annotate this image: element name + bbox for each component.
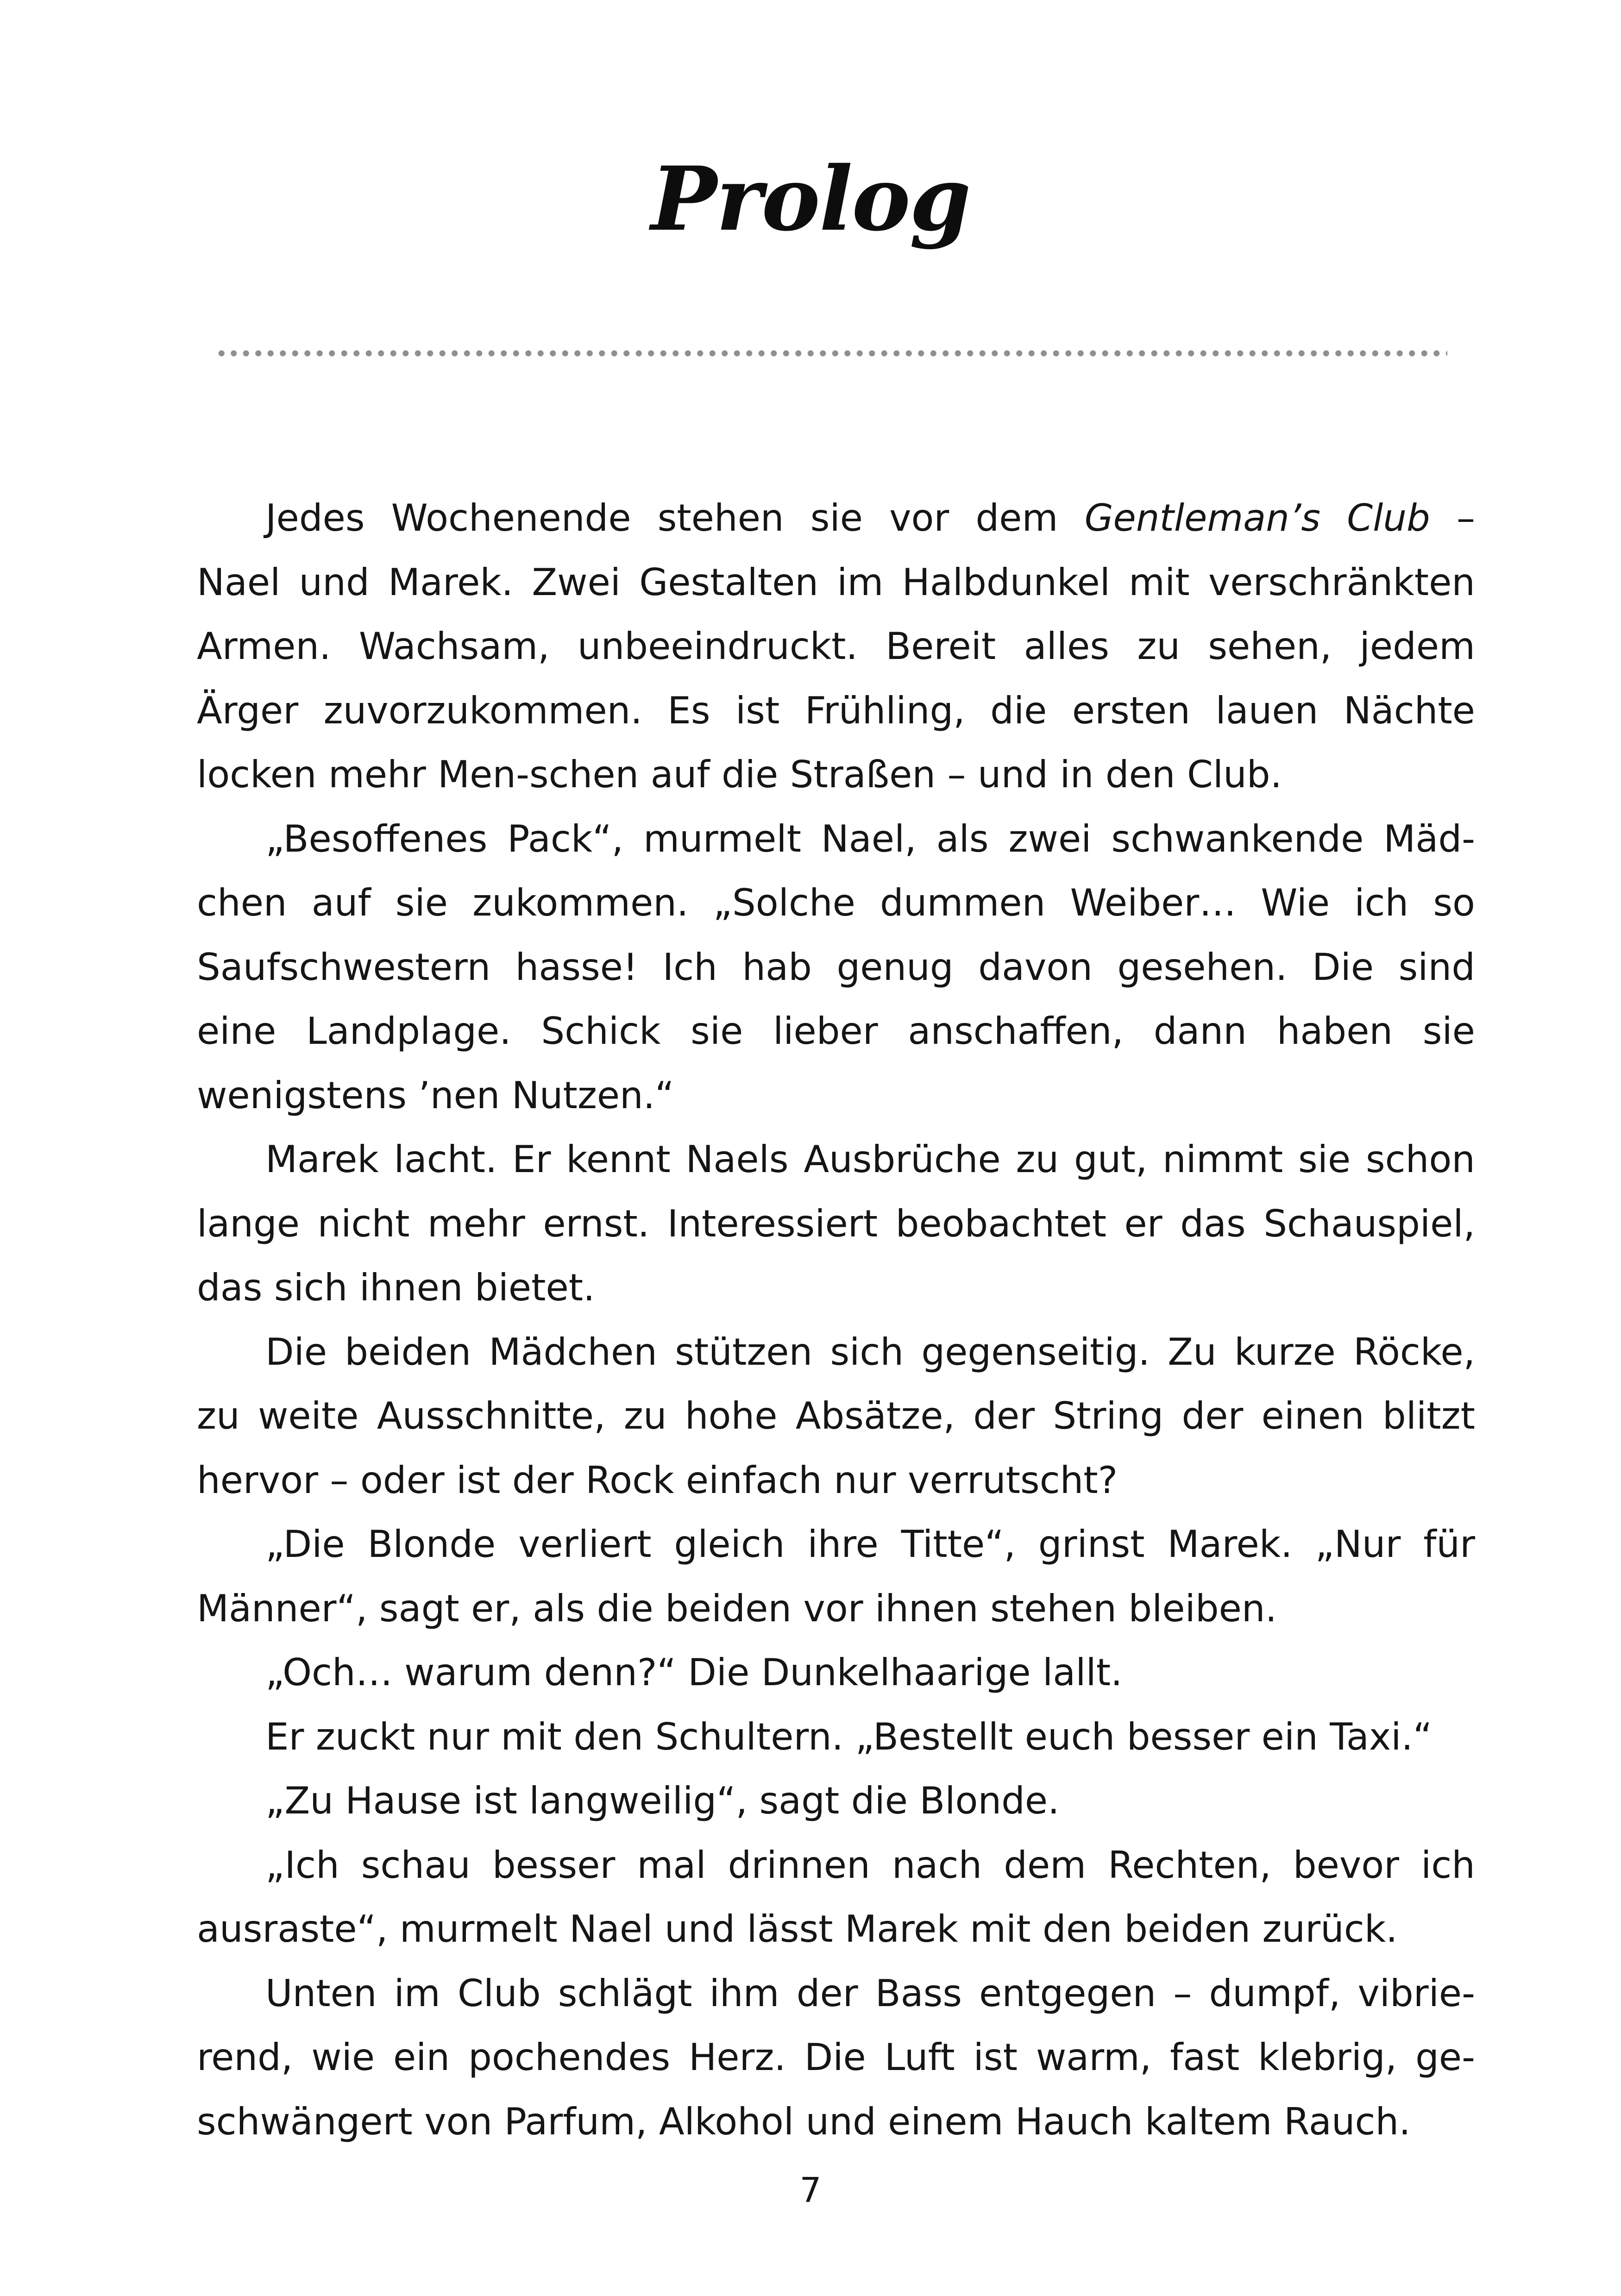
text-line [197,1449,1475,1513]
text-line [197,935,1475,1000]
text-segment: Die beiden Mädchen stützen sich gegenseitig. Zu kurze Röcke, [265,1330,1475,1374]
text-line [197,871,1475,935]
paragraph [197,1705,1475,1769]
text-line [197,807,1475,872]
text-segment: Männer“, sagt er, als die beiden vor ihnen stehen bleiben. [197,1587,1277,1630]
page-number: 7 [799,2171,822,2210]
text-line [197,615,1475,679]
paragraph [197,1641,1475,1705]
text-segment: Ärger zuvorzukommen. Es ist Frühling, die ersten lauen Nächte [197,689,1475,732]
paragraph [197,807,1475,1128]
text-line [197,1128,1475,1192]
paragraph [197,1320,1475,1513]
text-line [197,1320,1475,1385]
text-segment: Armen. Wachsam, unbeeindruckt. Bereit alles zu sehen, jedem [197,625,1475,668]
text-segment: – [1430,496,1475,539]
italic-title-text: Gentleman’s Club [1084,496,1430,539]
text-segment: hervor – oder ist der Rock einfach nur verrutscht? [197,1458,1118,1502]
text-segment: Er zuckt nur mit den Schultern. „Bestellt euch besser ein Taxi.“ [265,1715,1433,1758]
text-segment: Jedes Wochenende stehen sie vor dem [265,496,1085,539]
text-line [197,1192,1475,1256]
text-segment: chen auf sie zukommen. „Solche dummen Weiber… Wie ich so [197,881,1475,924]
text-line [197,1897,1475,1962]
text-segment: ausraste“, murmelt Nael und lässt Marek mit den beiden zurück. [197,1907,1398,1951]
text-segment: „Die Blonde verliert gleich ihre Titte“, grinst Marek. „Nur für [265,1523,1475,1566]
text-segment: Saufschwestern hasse! Ich hab genug davon gesehen. Die sind [197,945,1475,989]
text-segment: rend, wie ein pochendes Herz. Die Luft ist warm, fast klebrig, ge- [197,2036,1475,2079]
text-segment: wenigstens ’nen Nutzen.“ [197,1073,674,1117]
paragraph [197,486,1475,807]
paragraph [197,1512,1475,1641]
text-line [197,1705,1475,1769]
text-segment: eine Landplage. Schick sie lieber anschaffen, dann haben sie [197,1010,1475,1053]
chapter-title: Prolog [651,147,970,251]
text-line [197,1641,1475,1705]
text-segment: Marek lacht. Er kennt Naels Ausbrüche zu gut, nimmt sie schon [265,1138,1475,1181]
text-line [197,679,1475,743]
paragraph [197,1128,1475,1320]
dotted-divider [215,350,1447,357]
text-segment: das sich ihnen bietet. [197,1266,595,1309]
text-segment: „Och… warum denn?“ Die Dunkelhaarige lallt. [265,1651,1123,1694]
text-line [197,1256,1475,1320]
text-segment: locken mehr Men-schen auf die Straßen – und in den Club. [197,753,1282,796]
paragraph [197,1833,1475,1962]
text-line [197,1833,1475,1898]
text-segment: „Zu Hause ist langweilig“, sagt die Blonde. [265,1779,1060,1822]
chapter-body [197,486,1475,2154]
text-line [197,1577,1475,1641]
text-line [197,2090,1475,2154]
text-segment: lange nicht mehr ernst. Interessiert beobachtet er das Schauspiel, [197,1202,1475,1245]
paragraph [197,1962,1475,2154]
text-line [197,1064,1475,1128]
text-line [197,999,1475,1064]
text-line [197,743,1475,807]
text-line [197,486,1475,551]
text-line [197,551,1475,615]
text-line [197,2026,1475,2090]
text-line [197,1512,1475,1577]
paragraph [197,1769,1475,1833]
text-line [197,1384,1475,1449]
text-segment: schwängert von Parfum, Alkohol und einem Hauch kaltem Rauch. [197,2100,1411,2143]
text-line [197,1769,1475,1833]
text-segment: „Besoffenes Pack“, murmelt Nael, als zwei schwankende Mäd- [265,817,1475,860]
text-segment: Nael und Marek. Zwei Gestalten im Halbdunkel mit verschränkten [197,560,1475,604]
text-segment: „Ich schau besser mal drinnen nach dem Rechten, bevor ich [265,1843,1475,1887]
text-segment: Unten im Club schlägt ihm der Bass entgegen – dumpf, vibrie- [265,1971,1475,2015]
text-line [197,1962,1475,2026]
text-segment: zu weite Ausschnitte, zu hohe Absätze, der String der einen blitzt [197,1394,1475,1437]
